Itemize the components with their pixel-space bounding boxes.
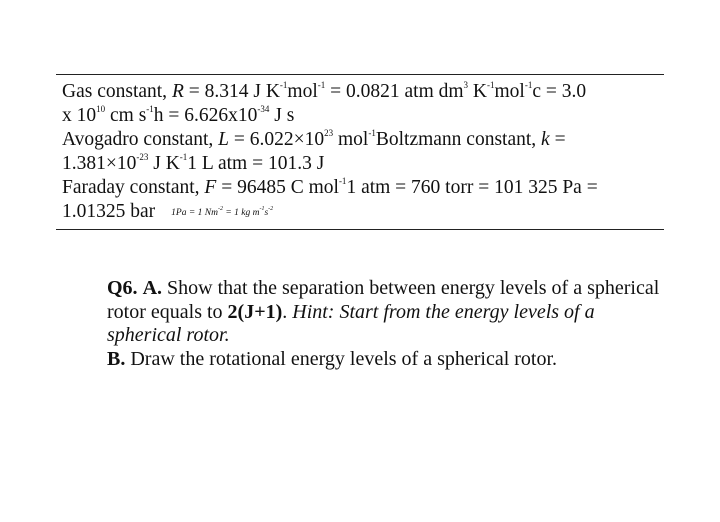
exponent: -1: [524, 80, 533, 90]
boltzmann-symbol: k: [541, 129, 550, 150]
question-part-a: [107, 277, 667, 348]
boltzmann-value: 1.381×10: [62, 153, 137, 174]
exponent: -23: [136, 152, 149, 162]
speed-of-light-unit: cm s: [105, 105, 147, 126]
part-a-formula: 2(J+1): [227, 300, 283, 323]
exponent: -2: [268, 206, 274, 212]
exponent: -1: [146, 104, 154, 114]
part-b-label: B.: [107, 347, 126, 370]
avogadro-unit: mol: [333, 129, 369, 150]
boltzmann-unit: J K: [148, 153, 180, 174]
exponent: -1: [487, 80, 495, 90]
gas-constant-value: = 8.314 J K: [183, 81, 280, 102]
pascal-note-part: = 1 kg m: [222, 208, 260, 218]
faraday-label: Faraday constant,: [62, 177, 205, 198]
exponent: 10: [96, 104, 106, 114]
constants-line-1: [62, 80, 672, 104]
avogadro-symbol: L: [218, 129, 230, 150]
gas-constant-unit: mol: [287, 81, 318, 102]
exponent: 23: [324, 128, 334, 138]
gas-constant-label: Gas constant,: [62, 81, 172, 102]
exponent: -1: [179, 152, 188, 162]
atm-conversion: 1 atm = 760 torr = 101 325 Pa =: [346, 177, 598, 198]
avogadro-label: Avogadro constant,: [62, 129, 219, 150]
exponent: -1: [279, 80, 288, 90]
constants-line-2: [62, 104, 672, 128]
part-a-period: .: [282, 300, 293, 323]
part-b-text: Draw the rotational energy levels of a spherical rotor.: [125, 347, 558, 370]
faraday-value: = 96485 C mol: [216, 177, 339, 198]
gas-constant-alt-unit: K: [468, 81, 487, 102]
bottom-rule: [56, 229, 664, 230]
exponent: -1: [368, 128, 376, 138]
part-a-label: A.: [142, 277, 163, 299]
bar-value: 1.01325 bar: [62, 201, 156, 222]
gas-constant-symbol: R: [171, 81, 184, 102]
boltzmann-label: Boltzmann constant,: [375, 129, 542, 150]
constants-line-6: [62, 200, 672, 224]
question-block: [107, 277, 667, 371]
avogadro-value: = 6.022×10: [229, 129, 325, 150]
pascal-note-part: 1Pa = 1 Nm: [171, 208, 218, 218]
gas-constant-alt-value: = 0.0821 atm dm: [325, 81, 464, 102]
planck-constant: h = 6.626x10: [153, 105, 258, 126]
question-number: Q6.: [107, 277, 138, 299]
boltzmann-equals: =: [549, 129, 566, 150]
pascal-note-part: s: [264, 208, 269, 218]
part-a-text: Show that the separation between energy levels of a spherical rotor equals to: [107, 277, 660, 323]
pascal-note: [171, 208, 273, 218]
exponent: 3: [463, 80, 469, 90]
constants-line-4: [62, 152, 672, 176]
hint-text: Hint: Start from the energy levels of a spherical rotor.: [107, 300, 595, 346]
exponent: -2: [217, 206, 223, 212]
constants-line-3: [62, 128, 672, 152]
constants-line-5: [62, 176, 672, 200]
speed-of-light-part-b: x 10: [62, 105, 97, 126]
liter-atm-conversion: 1 L atm = 101.3 J: [187, 153, 325, 174]
exponent: -34: [257, 104, 270, 114]
constants-block: [62, 80, 672, 224]
exponent: -1: [317, 80, 326, 90]
exponent: -1: [259, 206, 265, 212]
gas-constant-alt-unit-2: mol: [494, 81, 525, 102]
question-part-b: [107, 348, 667, 372]
planck-unit: J s: [269, 105, 295, 126]
top-rule: [56, 74, 664, 75]
exponent: -1: [338, 176, 347, 186]
faraday-symbol: F: [204, 177, 217, 198]
speed-of-light-part-a: c = 3.0: [532, 81, 587, 102]
